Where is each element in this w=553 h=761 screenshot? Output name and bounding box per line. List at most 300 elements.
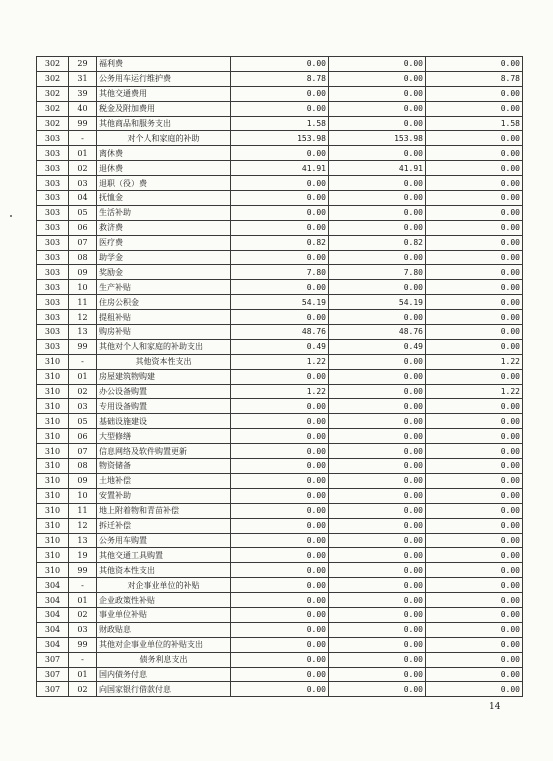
item-code-cell: 99 <box>69 339 97 354</box>
project-amount-cell: 0.00 <box>426 652 523 667</box>
project-amount-cell: 0.00 <box>426 191 523 206</box>
item-name-cell: 物资储备 <box>97 459 231 474</box>
table-row <box>37 548 523 563</box>
basic-amount-cell: 0.00 <box>329 503 426 518</box>
basic-amount-cell: 0.00 <box>329 250 426 265</box>
class-code-cell: 303 <box>37 339 69 354</box>
table-group-row <box>37 652 523 667</box>
class-code-cell: 310 <box>37 354 69 369</box>
project-amount-cell: 0.00 <box>426 399 523 414</box>
project-amount-cell: 0.00 <box>426 220 523 235</box>
class-code-cell: 307 <box>37 682 69 697</box>
basic-amount-cell: 0.00 <box>329 637 426 652</box>
basic-amount-cell: 0.00 <box>329 533 426 548</box>
total-amount-cell: 41.91 <box>231 161 329 176</box>
table-row <box>37 667 523 682</box>
class-code-cell: 302 <box>37 57 69 72</box>
item-name-cell: 退休费 <box>97 161 231 176</box>
project-amount-cell: 0.00 <box>426 414 523 429</box>
item-code-cell: 11 <box>69 503 97 518</box>
basic-amount-cell: 48.76 <box>329 325 426 340</box>
class-code-cell: 303 <box>37 220 69 235</box>
class-code-cell: 303 <box>37 310 69 325</box>
item-code-cell: - <box>69 131 97 146</box>
project-amount-cell: 0.00 <box>426 265 523 280</box>
table-row <box>37 518 523 533</box>
project-amount-cell: 0.00 <box>426 295 523 310</box>
total-amount-cell: 0.00 <box>231 667 329 682</box>
class-code-cell: 310 <box>37 503 69 518</box>
total-amount-cell: 0.00 <box>231 444 329 459</box>
project-amount-cell: 0.00 <box>426 161 523 176</box>
class-code-cell: 310 <box>37 384 69 399</box>
item-name-cell: 奖励金 <box>97 265 231 280</box>
class-code-cell: 303 <box>37 235 69 250</box>
class-code-cell: 307 <box>37 667 69 682</box>
project-amount-cell: 0.00 <box>426 637 523 652</box>
total-amount-cell: 0.00 <box>231 146 329 161</box>
item-code-cell: 31 <box>69 71 97 86</box>
table-row <box>37 682 523 697</box>
basic-amount-cell: 0.00 <box>329 146 426 161</box>
table-row <box>37 220 523 235</box>
project-amount-cell: 0.00 <box>426 131 523 146</box>
project-amount-cell: 0.00 <box>426 57 523 72</box>
class-code-cell: 303 <box>37 250 69 265</box>
table-row <box>37 384 523 399</box>
item-name-cell: 大型修缮 <box>97 429 231 444</box>
class-code-cell: 303 <box>37 325 69 340</box>
project-amount-cell: 0.00 <box>426 444 523 459</box>
basic-amount-cell: 0.00 <box>329 220 426 235</box>
item-name-cell: 向国家银行借款付息 <box>97 682 231 697</box>
item-name-cell: 税金及附加费用 <box>97 101 231 116</box>
total-amount-cell: 153.98 <box>231 131 329 146</box>
item-code-cell: 13 <box>69 533 97 548</box>
class-code-cell: 303 <box>37 161 69 176</box>
item-code-cell: 19 <box>69 548 97 563</box>
class-code-cell: 303 <box>37 280 69 295</box>
project-amount-cell: 0.00 <box>426 473 523 488</box>
item-name-cell: 其他资本性支出 <box>97 563 231 578</box>
project-amount-cell: 0.00 <box>426 235 523 250</box>
project-amount-cell: 0.00 <box>426 593 523 608</box>
class-code-cell: 310 <box>37 459 69 474</box>
item-code-cell: 08 <box>69 459 97 474</box>
total-amount-cell: 0.00 <box>231 310 329 325</box>
class-code-cell: 302 <box>37 86 69 101</box>
table-row <box>37 280 523 295</box>
total-amount-cell: 0.00 <box>231 369 329 384</box>
item-code-cell: 07 <box>69 444 97 459</box>
total-amount-cell: 0.00 <box>231 548 329 563</box>
item-name-cell: 土地补偿 <box>97 473 231 488</box>
class-code-cell: 310 <box>37 429 69 444</box>
basic-amount-cell: 0.00 <box>329 652 426 667</box>
total-amount-cell: 1.22 <box>231 354 329 369</box>
basic-amount-cell: 0.00 <box>329 593 426 608</box>
item-code-cell: 02 <box>69 384 97 399</box>
table-row <box>37 176 523 191</box>
item-name-cell: 公务用车购置 <box>97 533 231 548</box>
table-row <box>37 399 523 414</box>
class-code-cell: 302 <box>37 71 69 86</box>
total-amount-cell: 0.00 <box>231 518 329 533</box>
project-amount-cell: 0.00 <box>426 488 523 503</box>
basic-amount-cell: 0.00 <box>329 399 426 414</box>
basic-amount-cell: 0.00 <box>329 354 426 369</box>
item-code-cell: 99 <box>69 563 97 578</box>
item-name-cell: 对个人和家庭的补助 <box>97 131 231 146</box>
basic-amount-cell: 0.00 <box>329 622 426 637</box>
basic-amount-cell: 0.00 <box>329 384 426 399</box>
table-row <box>37 429 523 444</box>
class-code-cell: 303 <box>37 265 69 280</box>
basic-amount-cell: 0.00 <box>329 488 426 503</box>
item-name-cell: 企业政策性补贴 <box>97 593 231 608</box>
item-name-cell: 助学金 <box>97 250 231 265</box>
item-code-cell: 10 <box>69 280 97 295</box>
project-amount-cell: 0.00 <box>426 176 523 191</box>
project-amount-cell: 0.00 <box>426 280 523 295</box>
total-amount-cell: 0.00 <box>231 682 329 697</box>
class-code-cell: 302 <box>37 101 69 116</box>
total-amount-cell: 0.00 <box>231 205 329 220</box>
total-amount-cell: 0.49 <box>231 339 329 354</box>
item-name-cell: 地上附着物和青苗补偿 <box>97 503 231 518</box>
item-name-cell: 生产补贴 <box>97 280 231 295</box>
total-amount-cell: 0.00 <box>231 488 329 503</box>
table-row <box>37 488 523 503</box>
class-code-cell: 310 <box>37 414 69 429</box>
basic-amount-cell: 0.00 <box>329 86 426 101</box>
item-name-cell: 信息网络及软件购置更新 <box>97 444 231 459</box>
basic-amount-cell: 0.82 <box>329 235 426 250</box>
budget-sheet <box>36 56 522 697</box>
project-amount-cell: 0.00 <box>426 578 523 593</box>
item-code-cell: - <box>69 578 97 593</box>
table-row <box>37 637 523 652</box>
basic-amount-cell: 0.00 <box>329 280 426 295</box>
item-name-cell: 办公设备购置 <box>97 384 231 399</box>
basic-amount-cell: 0.00 <box>329 459 426 474</box>
total-amount-cell: 0.00 <box>231 459 329 474</box>
total-amount-cell: 0.00 <box>231 503 329 518</box>
project-amount-cell: 0.00 <box>426 548 523 563</box>
total-amount-cell: 8.78 <box>231 71 329 86</box>
class-code-cell: 310 <box>37 369 69 384</box>
basic-amount-cell: 41.91 <box>329 161 426 176</box>
total-amount-cell: 0.00 <box>231 86 329 101</box>
item-code-cell: 29 <box>69 57 97 72</box>
item-name-cell: 购房补贴 <box>97 325 231 340</box>
item-code-cell: 99 <box>69 637 97 652</box>
class-code-cell: 303 <box>37 176 69 191</box>
item-name-cell: 救济费 <box>97 220 231 235</box>
project-amount-cell: 8.78 <box>426 71 523 86</box>
item-name-cell: 国内债务付息 <box>97 667 231 682</box>
item-name-cell: 对企事业单位的补贴 <box>97 578 231 593</box>
basic-amount-cell: 0.49 <box>329 339 426 354</box>
project-amount-cell: 0.00 <box>426 667 523 682</box>
item-code-cell: 99 <box>69 116 97 131</box>
total-amount-cell: 0.00 <box>231 473 329 488</box>
item-code-cell: 01 <box>69 593 97 608</box>
total-amount-cell: 0.00 <box>231 399 329 414</box>
basic-amount-cell: 0.00 <box>329 414 426 429</box>
project-amount-cell: 0.00 <box>426 339 523 354</box>
item-code-cell: 01 <box>69 146 97 161</box>
item-name-cell: 住房公积金 <box>97 295 231 310</box>
item-code-cell: 02 <box>69 682 97 697</box>
basic-amount-cell: 0.00 <box>329 116 426 131</box>
table-row <box>37 369 523 384</box>
total-amount-cell: 0.00 <box>231 578 329 593</box>
page-number: 14 <box>489 702 501 712</box>
class-code-cell: 310 <box>37 399 69 414</box>
expenditure-table-body <box>37 57 523 697</box>
project-amount-cell: 0.00 <box>426 518 523 533</box>
basic-amount-cell: 0.00 <box>329 191 426 206</box>
basic-amount-cell: 0.00 <box>329 667 426 682</box>
table-row <box>37 101 523 116</box>
table-row <box>37 414 523 429</box>
total-amount-cell: 0.00 <box>231 563 329 578</box>
item-code-cell: 13 <box>69 325 97 340</box>
item-name-cell: 生活补助 <box>97 205 231 220</box>
project-amount-cell: 0.00 <box>426 205 523 220</box>
item-code-cell: 03 <box>69 399 97 414</box>
class-code-cell: 302 <box>37 116 69 131</box>
item-name-cell: 拆迁补偿 <box>97 518 231 533</box>
total-amount-cell: 0.00 <box>231 250 329 265</box>
item-name-cell: 退职（役）费 <box>97 176 231 191</box>
project-amount-cell: 0.00 <box>426 607 523 622</box>
item-name-cell: 医疗费 <box>97 235 231 250</box>
class-code-cell: 303 <box>37 146 69 161</box>
table-row <box>37 563 523 578</box>
class-code-cell: 303 <box>37 191 69 206</box>
item-code-cell: 01 <box>69 667 97 682</box>
project-amount-cell: 0.00 <box>426 369 523 384</box>
basic-amount-cell: 0.00 <box>329 205 426 220</box>
class-code-cell: 307 <box>37 652 69 667</box>
basic-amount-cell: 0.00 <box>329 607 426 622</box>
basic-amount-cell: 0.00 <box>329 369 426 384</box>
item-code-cell: 02 <box>69 607 97 622</box>
item-name-cell: 其他资本性支出 <box>97 354 231 369</box>
item-code-cell: 09 <box>69 265 97 280</box>
total-amount-cell: 0.00 <box>231 101 329 116</box>
total-amount-cell: 1.22 <box>231 384 329 399</box>
total-amount-cell: 0.82 <box>231 235 329 250</box>
table-row <box>37 593 523 608</box>
table-row <box>37 265 523 280</box>
item-code-cell: 12 <box>69 310 97 325</box>
class-code-cell: 304 <box>37 593 69 608</box>
item-code-cell: - <box>69 652 97 667</box>
basic-amount-cell: 153.98 <box>329 131 426 146</box>
class-code-cell: 304 <box>37 607 69 622</box>
item-code-cell: 07 <box>69 235 97 250</box>
scan-speck <box>10 215 12 217</box>
item-code-cell: 39 <box>69 86 97 101</box>
class-code-cell: 310 <box>37 444 69 459</box>
class-code-cell: 303 <box>37 131 69 146</box>
basic-amount-cell: 0.00 <box>329 310 426 325</box>
project-amount-cell: 1.22 <box>426 384 523 399</box>
item-name-cell: 提租补贴 <box>97 310 231 325</box>
table-group-row <box>37 131 523 146</box>
project-amount-cell: 0.00 <box>426 325 523 340</box>
total-amount-cell: 0.00 <box>231 57 329 72</box>
table-row <box>37 459 523 474</box>
class-code-cell: 310 <box>37 548 69 563</box>
basic-amount-cell: 0.00 <box>329 473 426 488</box>
item-name-cell: 其他商品和服务支出 <box>97 116 231 131</box>
table-row <box>37 250 523 265</box>
item-name-cell: 财政贴息 <box>97 622 231 637</box>
class-code-cell: 310 <box>37 473 69 488</box>
item-name-cell: 其他交通工具购置 <box>97 548 231 563</box>
item-code-cell: 02 <box>69 161 97 176</box>
item-name-cell: 债务利息支出 <box>97 652 231 667</box>
project-amount-cell: 0.00 <box>426 503 523 518</box>
table-row <box>37 325 523 340</box>
project-amount-cell: 0.00 <box>426 86 523 101</box>
table-row <box>37 86 523 101</box>
basic-amount-cell: 0.00 <box>329 429 426 444</box>
item-code-cell: 03 <box>69 622 97 637</box>
total-amount-cell: 7.80 <box>231 265 329 280</box>
table-row <box>37 205 523 220</box>
class-code-cell: 304 <box>37 578 69 593</box>
project-amount-cell: 0.00 <box>426 563 523 578</box>
basic-amount-cell: 0.00 <box>329 176 426 191</box>
total-amount-cell: 0.00 <box>231 637 329 652</box>
total-amount-cell: 0.00 <box>231 607 329 622</box>
total-amount-cell: 1.58 <box>231 116 329 131</box>
item-code-cell: 05 <box>69 205 97 220</box>
item-name-cell: 安置补助 <box>97 488 231 503</box>
item-name-cell: 基础设施建设 <box>97 414 231 429</box>
item-name-cell: 福利费 <box>97 57 231 72</box>
item-name-cell: 其他交通费用 <box>97 86 231 101</box>
expenditure-table <box>36 56 523 697</box>
basic-amount-cell: 0.00 <box>329 101 426 116</box>
class-code-cell: 304 <box>37 637 69 652</box>
table-row <box>37 622 523 637</box>
class-code-cell: 310 <box>37 518 69 533</box>
table-row <box>37 533 523 548</box>
table-row <box>37 235 523 250</box>
total-amount-cell: 0.00 <box>231 414 329 429</box>
table-row <box>37 295 523 310</box>
project-amount-cell: 0.00 <box>426 682 523 697</box>
project-amount-cell: 0.00 <box>426 533 523 548</box>
item-name-cell: 事业单位补贴 <box>97 607 231 622</box>
item-name-cell: 房屋建筑物购建 <box>97 369 231 384</box>
total-amount-cell: 54.19 <box>231 295 329 310</box>
item-code-cell: 06 <box>69 429 97 444</box>
project-amount-cell: 0.00 <box>426 310 523 325</box>
project-amount-cell: 0.00 <box>426 250 523 265</box>
total-amount-cell: 0.00 <box>231 533 329 548</box>
basic-amount-cell: 7.80 <box>329 265 426 280</box>
table-row <box>37 503 523 518</box>
item-name-cell: 离休费 <box>97 146 231 161</box>
class-code-cell: 310 <box>37 533 69 548</box>
project-amount-cell: 0.00 <box>426 459 523 474</box>
item-code-cell: 05 <box>69 414 97 429</box>
table-row <box>37 146 523 161</box>
basic-amount-cell: 0.00 <box>329 578 426 593</box>
project-amount-cell: 0.00 <box>426 429 523 444</box>
total-amount-cell: 0.00 <box>231 280 329 295</box>
total-amount-cell: 0.00 <box>231 593 329 608</box>
basic-amount-cell: 0.00 <box>329 71 426 86</box>
project-amount-cell: 0.00 <box>426 146 523 161</box>
item-name-cell: 抚恤金 <box>97 191 231 206</box>
table-group-row <box>37 354 523 369</box>
project-amount-cell: 0.00 <box>426 101 523 116</box>
total-amount-cell: 0.00 <box>231 191 329 206</box>
item-code-cell: 09 <box>69 473 97 488</box>
item-code-cell: 10 <box>69 488 97 503</box>
basic-amount-cell: 0.00 <box>329 682 426 697</box>
table-row <box>37 310 523 325</box>
item-code-cell: - <box>69 354 97 369</box>
basic-amount-cell: 0.00 <box>329 563 426 578</box>
project-amount-cell: 1.58 <box>426 116 523 131</box>
class-code-cell: 304 <box>37 622 69 637</box>
basic-amount-cell: 0.00 <box>329 444 426 459</box>
item-name-cell: 专用设备购置 <box>97 399 231 414</box>
item-code-cell: 11 <box>69 295 97 310</box>
table-row <box>37 444 523 459</box>
item-name-cell: 公务用车运行维护费 <box>97 71 231 86</box>
basic-amount-cell: 0.00 <box>329 548 426 563</box>
item-name-cell: 其他对企事业单位的补贴支出 <box>97 637 231 652</box>
class-code-cell: 303 <box>37 205 69 220</box>
total-amount-cell: 0.00 <box>231 652 329 667</box>
item-code-cell: 03 <box>69 176 97 191</box>
table-group-row <box>37 578 523 593</box>
total-amount-cell: 0.00 <box>231 622 329 637</box>
basic-amount-cell: 54.19 <box>329 295 426 310</box>
table-row <box>37 161 523 176</box>
table-row <box>37 191 523 206</box>
project-amount-cell: 1.22 <box>426 354 523 369</box>
table-row <box>37 607 523 622</box>
table-row <box>37 339 523 354</box>
total-amount-cell: 48.76 <box>231 325 329 340</box>
class-code-cell: 303 <box>37 295 69 310</box>
item-name-cell: 其他对个人和家庭的补助支出 <box>97 339 231 354</box>
item-code-cell: 06 <box>69 220 97 235</box>
class-code-cell: 310 <box>37 488 69 503</box>
basic-amount-cell: 0.00 <box>329 57 426 72</box>
total-amount-cell: 0.00 <box>231 220 329 235</box>
table-row <box>37 57 523 72</box>
item-code-cell: 08 <box>69 250 97 265</box>
item-code-cell: 40 <box>69 101 97 116</box>
project-amount-cell: 0.00 <box>426 622 523 637</box>
total-amount-cell: 0.00 <box>231 176 329 191</box>
table-row <box>37 71 523 86</box>
item-code-cell: 12 <box>69 518 97 533</box>
item-code-cell: 04 <box>69 191 97 206</box>
